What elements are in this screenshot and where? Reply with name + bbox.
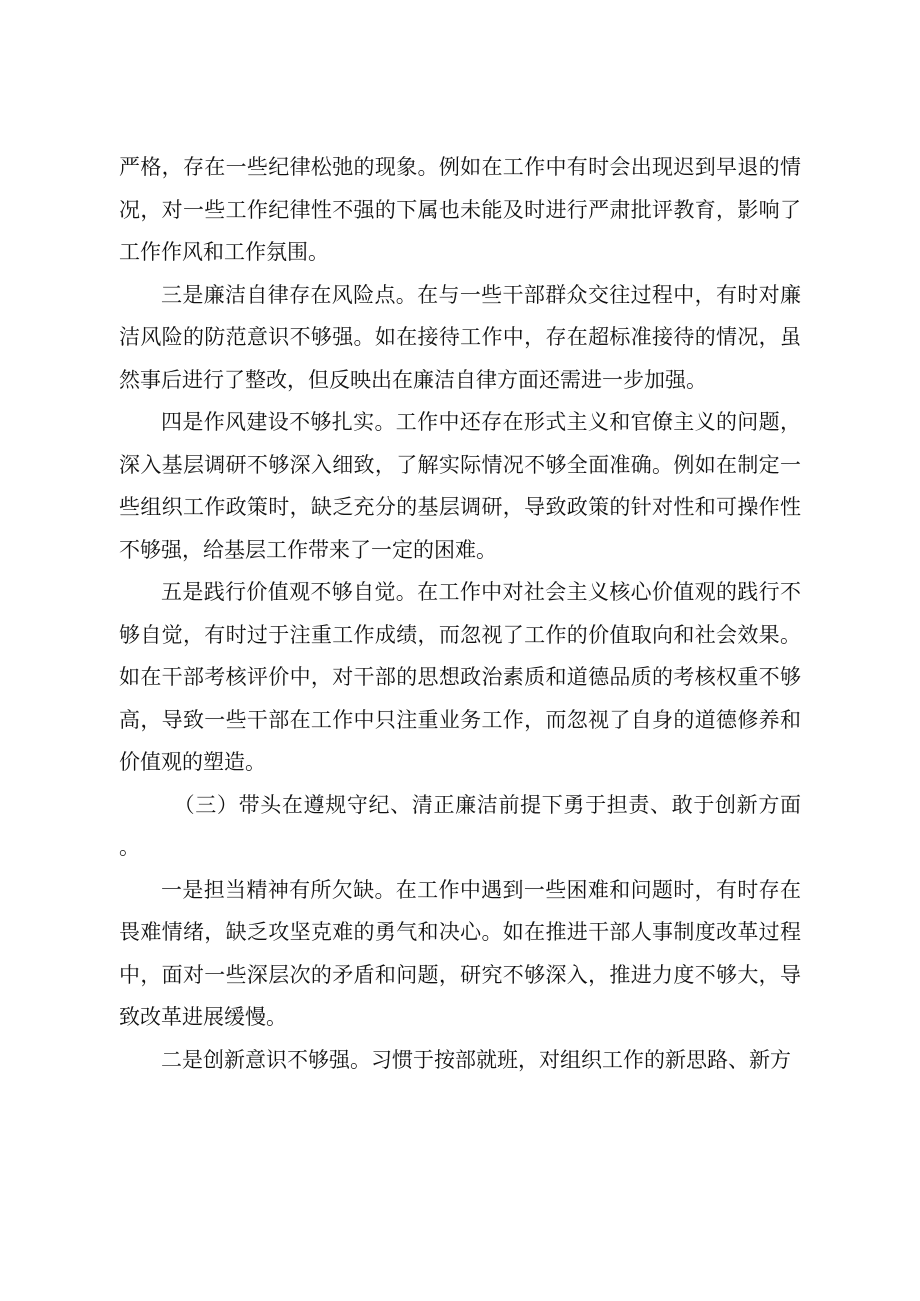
paragraph-responsibility: 一是担当精神有所欠缺。在工作中遇到一些困难和问题时，有时存在畏难情绪，缺乏攻坚克难的勇气和决心。如在推进干部人事制度改革过程中，面对一些深层次的矛盾和问题，研究不够深入，推进力度不够大，导致改革进展缓慢。 xyxy=(119,877,801,1029)
paragraph-work-style: 四是作风建设不够扎实。工作中还存在形式主义和官僚主义的问题，深入基层调研不够深入细致，了解实际情况不够全面准确。例如在制定一些组织工作政策时，缺乏充分的基层调研，导致政策的针对性和可操作性不够强，给基层工作带来了一定的困难。 xyxy=(119,410,801,562)
paragraph-integrity-risk: 三是廉洁自律存在风险点。在与一些干部群众交往过程中，有时对廉洁风险的防范意识不够强。如在接待工作中，存在超标准接待的情况，虽然事后进行了整改，但反映出在廉洁自律方面还需进一步加强。 xyxy=(119,282,801,392)
paragraph-discipline-continuation: 严格，存在一些纪律松弛的现象。例如在工作中有时会出现迟到早退的情况，对一些工作纪律性不强的下属也未能及时进行严肃批评教育，影响了工作作风和工作氛围。 xyxy=(119,155,801,264)
paragraph-innovation: 二是创新意识不够强。习惯于按部就班，对组织工作的新思路、新方 xyxy=(161,1047,791,1072)
document-body xyxy=(119,146,801,1081)
section-heading-three: （三）带头在遵规守纪、清正廉洁前提下勇于担责、敢于创新方面。 xyxy=(119,792,801,859)
paragraph-core-values: 五是践行价值观不够自觉。在工作中对社会主义核心价值观的践行不够自觉，有时过于注重工作成绩，而忽视了工作的价值取向和社会效果。如在干部考核评价中，对干部的思想政治素质和道德品质的考核权重不够高，导致一些干部在工作中只注重业务工作，而忽视了自身的道德修养和价值观的塑造。 xyxy=(119,580,801,774)
